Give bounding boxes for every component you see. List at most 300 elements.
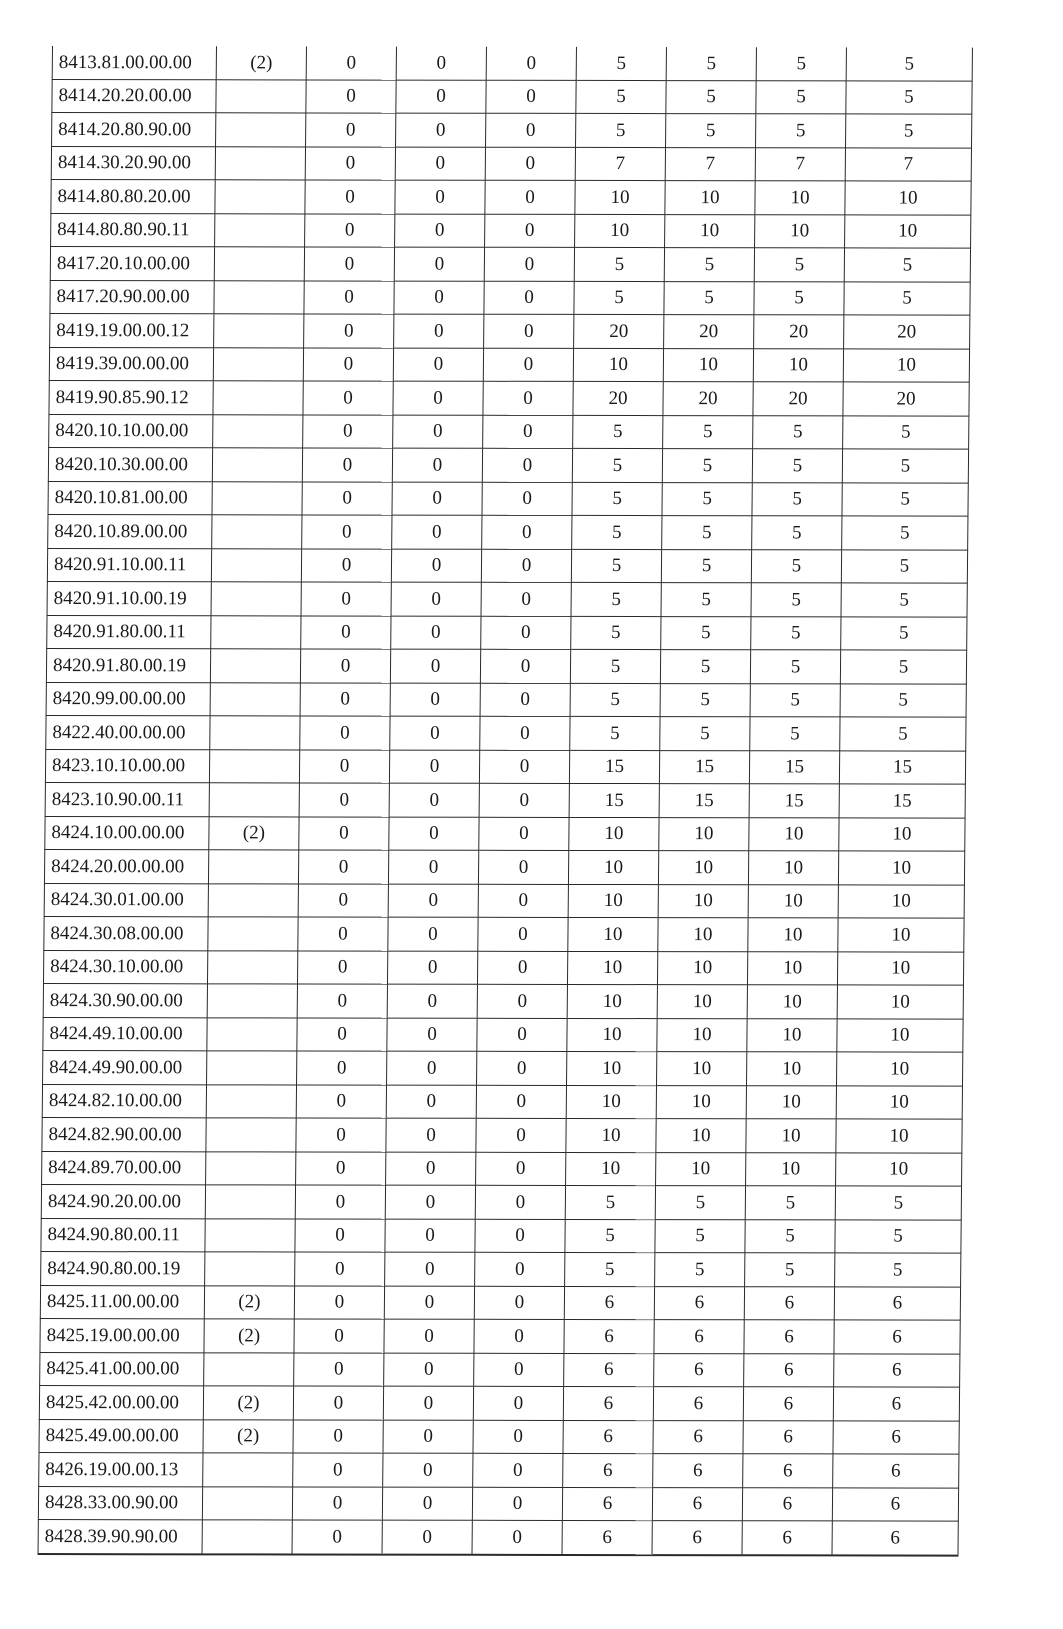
rate-cell: 10 [839, 817, 965, 851]
rate-cell: 10 [843, 348, 969, 382]
tariff-code-cell: 8428.39.90.90.00 [38, 1520, 202, 1554]
table-row [42, 1084, 962, 1119]
tariff-code-cell: 8420.91.10.00.11 [47, 548, 211, 582]
note-cell [210, 716, 300, 750]
tariff-code-cell: 8425.49.00.00.00 [39, 1419, 203, 1453]
rate-cell: 7 [665, 147, 755, 181]
note-cell: (2) [204, 1285, 294, 1319]
tariff-code-cell: 8424.90.80.00.11 [41, 1218, 205, 1252]
rate-cell: 0 [396, 113, 486, 147]
note-cell [206, 1118, 296, 1152]
rate-cell: 0 [479, 750, 569, 784]
table-row [40, 1319, 960, 1354]
rate-cell: 5 [752, 449, 842, 483]
note-cell [211, 615, 301, 649]
note-cell [216, 113, 306, 147]
rate-cell: 0 [477, 984, 567, 1018]
tariff-code-cell: 8420.10.30.00.00 [48, 448, 212, 482]
rate-cell: 10 [836, 1152, 962, 1186]
rate-cell: 0 [295, 1185, 385, 1219]
rate-cell: 10 [837, 951, 963, 985]
note-cell [206, 1084, 296, 1118]
rate-cell: 5 [565, 1252, 655, 1286]
rate-cell: 10 [837, 985, 963, 1019]
table-row [52, 113, 972, 148]
table-row [44, 917, 964, 952]
rate-cell: 5 [655, 1219, 745, 1253]
rate-cell: 0 [392, 515, 482, 549]
rate-cell: 0 [485, 214, 575, 248]
tariff-code-cell: 8420.91.80.00.19 [46, 649, 210, 683]
rate-cell: 0 [475, 1219, 565, 1253]
table-row [41, 1252, 961, 1287]
rate-cell: 5 [565, 1219, 655, 1253]
note-cell [216, 79, 306, 113]
rate-cell: 5 [840, 717, 966, 751]
rate-cell: 5 [745, 1186, 835, 1220]
rate-cell: 20 [753, 382, 843, 416]
table-row [49, 414, 969, 449]
rate-cell: 0 [395, 180, 485, 214]
rate-cell: 10 [747, 1018, 837, 1052]
rate-cell: 0 [392, 448, 482, 482]
rate-cell: 0 [302, 515, 392, 549]
rate-cell: 6 [563, 1453, 653, 1487]
rate-cell: 10 [658, 918, 748, 952]
rate-cell: 0 [304, 247, 394, 281]
rate-cell: 0 [476, 1152, 566, 1186]
rate-cell: 5 [841, 616, 967, 650]
rate-cell: 0 [303, 381, 393, 415]
rate-cell: 0 [306, 46, 396, 79]
rate-cell: 5 [752, 516, 842, 550]
rate-cell: 0 [295, 1252, 385, 1286]
rate-cell: 10 [755, 214, 845, 248]
note-cell [208, 883, 298, 917]
table-row [41, 1218, 961, 1253]
rate-cell: 0 [393, 381, 483, 415]
rate-cell: 0 [393, 348, 483, 382]
tariff-code-cell: 8424.90.80.00.19 [41, 1252, 205, 1286]
tariff-code-cell: 8424.30.08.00.00 [44, 917, 208, 951]
rate-cell: 0 [475, 1185, 565, 1219]
rate-cell: 10 [836, 1085, 962, 1119]
rate-cell: 5 [750, 717, 840, 751]
rate-cell: 0 [390, 683, 480, 717]
rate-cell: 5 [655, 1186, 745, 1220]
table-row [49, 381, 969, 416]
rate-cell: 5 [573, 415, 663, 449]
rate-cell: 6 [653, 1454, 743, 1488]
tariff-code-cell: 8424.10.00.00.00 [45, 816, 209, 850]
rate-cell: 0 [386, 1085, 476, 1119]
rate-cell: 0 [473, 1453, 563, 1487]
rate-cell: 5 [660, 650, 750, 684]
note-cell: (2) [216, 46, 306, 79]
rate-cell: 15 [749, 784, 839, 818]
tariff-code-cell: 8425.11.00.00.00 [40, 1285, 204, 1319]
note-cell [207, 1017, 297, 1051]
table-row [38, 1486, 958, 1521]
rate-cell: 10 [748, 851, 838, 885]
rate-cell: 6 [833, 1387, 959, 1421]
rate-cell: 0 [396, 80, 486, 114]
rate-cell: 5 [661, 616, 751, 650]
table-row [42, 1151, 962, 1186]
rate-cell: 0 [298, 883, 388, 917]
tariff-code-cell: 8428.33.00.90.00 [38, 1486, 202, 1520]
rate-cell: 6 [654, 1353, 744, 1387]
rate-cell: 0 [387, 984, 477, 1018]
rate-cell: 10 [658, 851, 748, 885]
table-row [39, 1386, 959, 1421]
table-row [44, 883, 964, 918]
rate-cell: 10 [665, 181, 755, 215]
rate-cell: 5 [756, 47, 846, 80]
note-cell [205, 1252, 295, 1286]
rate-cell: 5 [750, 650, 840, 684]
rate-cell: 0 [297, 984, 387, 1018]
rate-cell: 10 [567, 1018, 657, 1052]
rate-cell: 5 [840, 650, 966, 684]
rate-cell: 6 [562, 1520, 652, 1554]
rate-cell: 0 [389, 750, 479, 784]
rate-cell: 5 [841, 549, 967, 583]
rate-cell: 5 [751, 616, 841, 650]
rate-cell: 15 [569, 783, 659, 817]
note-cell: (2) [203, 1419, 293, 1453]
rate-cell: 5 [570, 716, 660, 750]
rate-cell: 0 [477, 1051, 567, 1085]
note-cell [212, 448, 302, 482]
rate-cell: 10 [746, 1152, 836, 1186]
rate-cell: 10 [747, 1052, 837, 1086]
tariff-code-cell: 8425.42.00.00.00 [39, 1386, 203, 1420]
table-row [50, 314, 970, 349]
rate-cell: 0 [481, 582, 571, 616]
rate-cell: 0 [385, 1185, 475, 1219]
rate-cell: 5 [661, 583, 751, 617]
rate-cell: 6 [652, 1487, 742, 1521]
table-row [45, 783, 965, 818]
rate-cell: 5 [570, 683, 660, 717]
rate-cell: 10 [568, 884, 658, 918]
rate-cell: 5 [571, 549, 661, 583]
rate-cell: 0 [476, 1118, 566, 1152]
rate-cell: 10 [748, 918, 838, 952]
rate-cell: 0 [388, 884, 478, 918]
rate-cell: 10 [755, 181, 845, 215]
tariff-code-cell: 8419.90.85.90.12 [49, 381, 213, 415]
rate-cell: 0 [484, 314, 574, 348]
rate-cell: 6 [742, 1521, 832, 1555]
rate-cell: 0 [301, 582, 391, 616]
rate-cell: 10 [656, 1119, 746, 1153]
rate-cell: 5 [745, 1219, 835, 1253]
rate-cell: 0 [393, 415, 483, 449]
rate-cell: 5 [572, 482, 662, 516]
rate-cell: 5 [571, 616, 661, 650]
rate-cell: 0 [299, 816, 389, 850]
rate-cell: 5 [662, 449, 752, 483]
rate-cell: 5 [661, 549, 751, 583]
rate-cell: 5 [846, 47, 972, 80]
rate-cell: 0 [390, 649, 480, 683]
rate-cell: 0 [293, 1453, 383, 1487]
rate-cell: 10 [568, 850, 658, 884]
tariff-code-cell: 8414.80.80.20.00 [51, 180, 215, 214]
note-cell [208, 917, 298, 951]
rate-cell: 10 [836, 1119, 962, 1153]
rate-cell: 0 [474, 1353, 564, 1387]
rate-cell: 6 [654, 1286, 744, 1320]
rate-cell: 6 [564, 1353, 654, 1387]
tariff-code-cell: 8424.89.70.00.00 [42, 1151, 206, 1185]
note-cell: (2) [209, 816, 299, 850]
rate-cell: 6 [832, 1487, 958, 1521]
rate-cell: 0 [382, 1487, 472, 1521]
rate-cell: 6 [832, 1521, 958, 1555]
rate-cell: 0 [385, 1252, 475, 1286]
rate-cell: 0 [292, 1520, 382, 1554]
note-cell: (2) [204, 1319, 294, 1353]
rate-cell: 0 [304, 314, 394, 348]
rate-cell: 10 [658, 884, 748, 918]
rate-cell: 6 [833, 1420, 959, 1454]
table-row [51, 213, 971, 248]
rate-cell: 10 [657, 1018, 747, 1052]
rate-cell: 0 [305, 213, 395, 247]
table-row [52, 79, 972, 114]
table-row [42, 1118, 962, 1153]
rate-cell: 5 [664, 281, 754, 315]
rate-cell: 5 [664, 248, 754, 282]
rate-cell: 0 [298, 917, 388, 951]
rate-cell: 10 [747, 985, 837, 1019]
note-cell [211, 582, 301, 616]
note-cell [215, 180, 305, 214]
table-row [46, 682, 966, 717]
note-cell [213, 414, 303, 448]
rate-cell: 5 [745, 1253, 835, 1287]
rate-cell: 5 [571, 582, 661, 616]
rate-cell: 0 [394, 314, 484, 348]
rate-cell: 20 [843, 382, 969, 416]
rate-cell: 10 [753, 348, 843, 382]
rate-cell: 6 [743, 1420, 833, 1454]
rate-cell: 15 [659, 750, 749, 784]
rate-cell: 5 [835, 1253, 961, 1287]
rate-cell: 0 [302, 448, 392, 482]
table-row [49, 347, 969, 382]
rate-cell: 0 [383, 1386, 473, 1420]
rate-cell: 10 [747, 951, 837, 985]
table-row [48, 448, 968, 483]
rate-cell: 0 [297, 1051, 387, 1085]
table-row [50, 280, 970, 315]
rate-cell: 6 [743, 1454, 833, 1488]
rate-cell: 0 [391, 549, 481, 583]
rate-cell: 6 [744, 1320, 834, 1354]
rate-cell: 0 [388, 917, 478, 951]
rate-cell: 0 [300, 716, 390, 750]
rate-cell: 10 [838, 884, 964, 918]
rate-cell: 0 [389, 783, 479, 817]
rate-cell: 5 [842, 449, 968, 483]
table-row [51, 146, 971, 181]
note-cell [213, 381, 303, 415]
table-row [40, 1352, 960, 1387]
rate-cell: 5 [756, 80, 846, 114]
rate-cell: 5 [751, 583, 841, 617]
rate-cell: 0 [482, 448, 572, 482]
note-cell [213, 347, 303, 381]
rate-cell: 5 [663, 415, 753, 449]
rate-cell: 0 [396, 47, 486, 80]
tariff-code-cell: 8420.91.80.00.11 [47, 615, 211, 649]
rate-cell: 20 [573, 381, 663, 415]
tariff-code-cell: 8425.19.00.00.00 [40, 1319, 204, 1353]
rate-cell: 6 [564, 1319, 654, 1353]
rate-cell: 0 [299, 749, 389, 783]
table-row [48, 481, 968, 516]
table-row [43, 984, 963, 1019]
rate-cell: 0 [304, 280, 394, 314]
rate-cell: 10 [838, 851, 964, 885]
note-cell [202, 1520, 292, 1554]
rate-cell: 15 [749, 750, 839, 784]
rate-cell: 6 [834, 1353, 960, 1387]
tariff-code-cell: 8424.49.10.00.00 [43, 1017, 207, 1051]
rate-cell: 6 [834, 1286, 960, 1320]
tariff-code-cell: 8420.99.00.00.00 [46, 682, 210, 716]
rate-cell: 5 [835, 1186, 961, 1220]
rate-cell: 0 [474, 1286, 564, 1320]
rate-cell: 10 [573, 348, 663, 382]
rate-cell: 0 [483, 415, 573, 449]
rate-cell: 0 [294, 1352, 384, 1386]
rate-cell: 10 [567, 1051, 657, 1085]
tariff-code-cell: 8417.20.10.00.00 [50, 247, 214, 281]
rate-cell: 0 [301, 615, 391, 649]
note-cell [214, 247, 304, 281]
tariff-code-cell: 8420.91.10.00.19 [47, 582, 211, 616]
rate-cell: 5 [574, 281, 664, 315]
rate-cell: 0 [295, 1218, 385, 1252]
tariff-table [38, 46, 973, 1556]
rate-cell: 0 [475, 1252, 565, 1286]
note-cell [207, 1051, 297, 1085]
rate-cell: 0 [297, 950, 387, 984]
rate-cell: 5 [662, 516, 752, 550]
rate-cell: 0 [386, 1118, 476, 1152]
rate-cell: 10 [566, 1085, 656, 1119]
rate-cell: 0 [479, 783, 569, 817]
rate-cell: 5 [576, 47, 666, 80]
rate-cell: 6 [563, 1386, 653, 1420]
note-cell [207, 984, 297, 1018]
rate-cell: 0 [472, 1487, 562, 1521]
rate-cell: 5 [844, 248, 970, 282]
rate-cell: 10 [575, 180, 665, 214]
rate-cell: 0 [473, 1386, 563, 1420]
rate-cell: 0 [481, 549, 571, 583]
note-cell [204, 1352, 294, 1386]
rate-cell: 5 [846, 114, 972, 148]
rate-cell: 0 [303, 414, 393, 448]
rate-cell: 0 [478, 850, 568, 884]
note-cell [202, 1486, 292, 1520]
tariff-code-cell: 8426.19.00.00.13 [39, 1453, 203, 1487]
rate-cell: 5 [842, 516, 968, 550]
rate-cell: 6 [742, 1487, 832, 1521]
rate-cell: 0 [296, 1151, 386, 1185]
rate-cell: 6 [653, 1387, 743, 1421]
rate-cell: 15 [659, 784, 749, 818]
rate-cell: 10 [748, 884, 838, 918]
note-cell [214, 280, 304, 314]
rate-cell: 10 [575, 214, 665, 248]
rate-cell: 0 [477, 1018, 567, 1052]
tariff-code-cell: 8424.30.10.00.00 [44, 950, 208, 984]
rate-cell: 20 [844, 315, 970, 349]
tariff-code-cell: 8420.10.89.00.00 [48, 515, 212, 549]
rate-cell: 0 [480, 683, 570, 717]
rate-cell: 0 [389, 817, 479, 851]
rate-cell: 0 [296, 1084, 386, 1118]
rate-cell: 0 [480, 649, 570, 683]
table-row [43, 1051, 963, 1086]
rate-cell: 0 [474, 1319, 564, 1353]
rate-cell: 7 [575, 147, 665, 181]
rate-cell: 10 [659, 817, 749, 851]
tariff-code-cell: 8414.20.20.00.00 [52, 79, 216, 113]
rate-cell: 0 [292, 1486, 382, 1520]
note-cell [209, 749, 299, 783]
rate-cell: 0 [394, 281, 484, 315]
tariff-code-cell: 8420.10.10.00.00 [49, 414, 213, 448]
rate-cell: 0 [388, 850, 478, 884]
rate-cell: 6 [563, 1420, 653, 1454]
note-cell [212, 481, 302, 515]
tariff-code-cell: 8424.82.10.00.00 [42, 1084, 206, 1118]
table-row [40, 1285, 960, 1320]
rate-cell: 20 [664, 315, 754, 349]
table-row [52, 46, 972, 81]
note-cell [215, 146, 305, 180]
rate-cell: 0 [479, 817, 569, 851]
rate-cell: 10 [838, 918, 964, 952]
rate-cell: 10 [749, 817, 839, 851]
rate-cell: 0 [484, 281, 574, 315]
table-row [44, 850, 964, 885]
tariff-code-cell: 8414.30.20.90.00 [51, 146, 215, 180]
rate-cell: 0 [293, 1419, 383, 1453]
rate-cell: 0 [382, 1520, 472, 1554]
rate-cell: 6 [652, 1521, 742, 1555]
rate-cell: 5 [565, 1185, 655, 1219]
table-row [43, 1017, 963, 1052]
rate-cell: 10 [845, 181, 971, 215]
rate-cell: 0 [486, 80, 576, 114]
rate-cell: 10 [657, 985, 747, 1019]
tariff-code-cell: 8425.41.00.00.00 [40, 1352, 204, 1386]
rate-cell: 0 [299, 783, 389, 817]
tariff-code-cell: 8424.20.00.00.00 [44, 850, 208, 884]
rate-cell: 10 [569, 817, 659, 851]
tariff-table-body [38, 46, 972, 1555]
note-cell: (2) [203, 1386, 293, 1420]
